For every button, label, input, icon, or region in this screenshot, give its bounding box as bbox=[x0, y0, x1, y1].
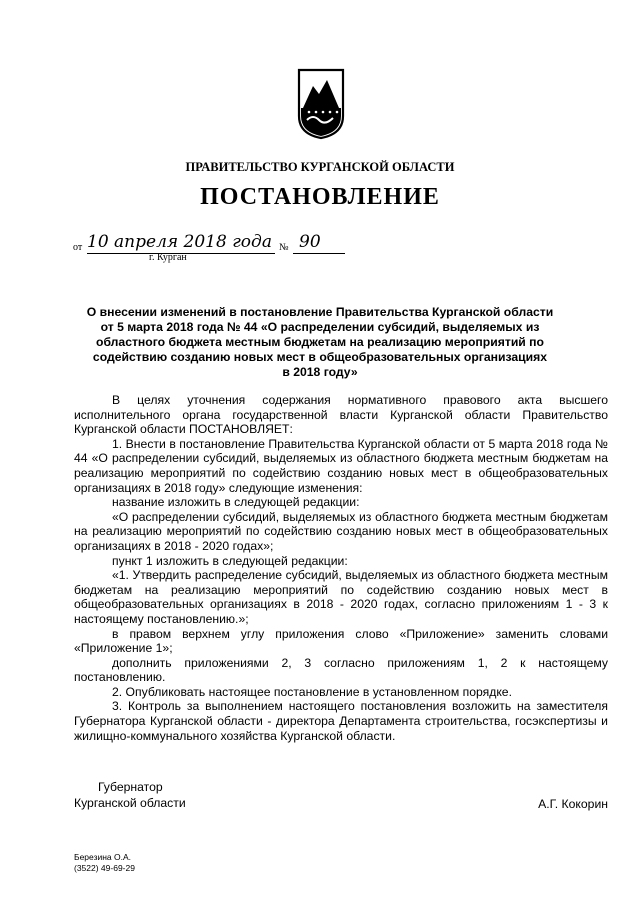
number-label: № bbox=[279, 242, 289, 253]
body-paragraph: 3. Контроль за выполнением настоящего постановления возложить на заместителя Губернатора Курганской области - директора Департамента строительства, госэкспертизы и жилищно-коммунального хозяйства Курганской области. bbox=[74, 699, 608, 743]
body-paragraph: 1. Внести в постановление Правительства Курганской области от 5 марта 2018 года № 44 «О распределении субсидий, выделяемых из областного бюджета местным бюджетам на реализацию мероприятий по содействию созданию новых мест в общеобразовательных организациях в 2018 году» следующие изменения: bbox=[74, 436, 608, 495]
signatory-title-line2: Курганской области bbox=[74, 796, 186, 810]
signatory-title-line1: Губернатор bbox=[98, 780, 163, 794]
handwritten-number: 90 bbox=[299, 232, 321, 252]
executor-phone: (3522) 49-69-29 bbox=[74, 863, 135, 873]
government-name: ПРАВИТЕЛЬСТВО КУРГАНСКОЙ ОБЛАСТИ bbox=[185, 160, 455, 174]
body-paragraph: в правом верхнем углу приложения слово «Приложение» заменить словами «Приложение 1»; bbox=[74, 626, 608, 656]
heading-line: от 5 марта 2018 года № 44 «О распределении субсидий, выделяемых из bbox=[100, 320, 540, 334]
document-body bbox=[74, 393, 608, 743]
signatory-title bbox=[74, 779, 186, 811]
body-paragraph: дополнить приложениями 2, 3 согласно приложениям 1, 2 к настоящему постановлению. bbox=[74, 655, 608, 685]
heading-line: областного бюджета местным бюджетам на реализацию мероприятий по bbox=[96, 335, 544, 349]
heading-line: в 2018 году» bbox=[282, 365, 358, 379]
body-paragraph: 2. Опубликовать настоящее постановление в установленном порядке. bbox=[112, 684, 512, 699]
city-label: г. Курган bbox=[149, 252, 187, 263]
number-underline bbox=[293, 253, 345, 254]
body-paragraph: пункт 1 изложить в следующей редакции: bbox=[112, 553, 348, 568]
executor-info bbox=[74, 852, 135, 874]
heading-line: содействию созданию новых мест в общеобразовательных организациях bbox=[92, 350, 548, 364]
heading-line: О внесении изменений в постановление Правительства Курганской области bbox=[86, 305, 554, 319]
signatory-name: А.Г. Кокорин bbox=[538, 797, 608, 811]
body-paragraph: «О распределении субсидий, выделяемых из областного бюджета местным бюджетам на реализацию мероприятий по содействию созданию новых мест в общеобразовательных организациях в 2018 - 2020 годах»; bbox=[74, 509, 608, 553]
document-type-title: ПОСТАНОВЛЕНИЕ bbox=[200, 184, 440, 210]
executor-name: Березина О.А. bbox=[74, 852, 132, 862]
date-from-label: от bbox=[73, 242, 83, 253]
body-paragraph: «1. Утвердить распределение субсидий, выделяемых из областного бюджета местным бюджетам на реализацию мероприятий по содействию созданию новых мест в общеобразовательных организациях в 2018 - 2020 годах, согласно приложениям 1 - 3 к настоящему постановлению.»; bbox=[74, 568, 608, 626]
kurgan-coat-of-arms-icon bbox=[297, 68, 345, 140]
body-paragraph: название изложить в следующей редакции: bbox=[112, 495, 360, 510]
handwritten-date: 10 апреля 2018 года bbox=[87, 232, 272, 252]
document-heading bbox=[80, 305, 560, 380]
body-paragraph: В целях уточнения содержания нормативного правового акта высшего исполнительного органа государственной власти Курганской области Правительство Курганской области ПОСТАНОВЛЯЕТ: bbox=[74, 393, 608, 437]
